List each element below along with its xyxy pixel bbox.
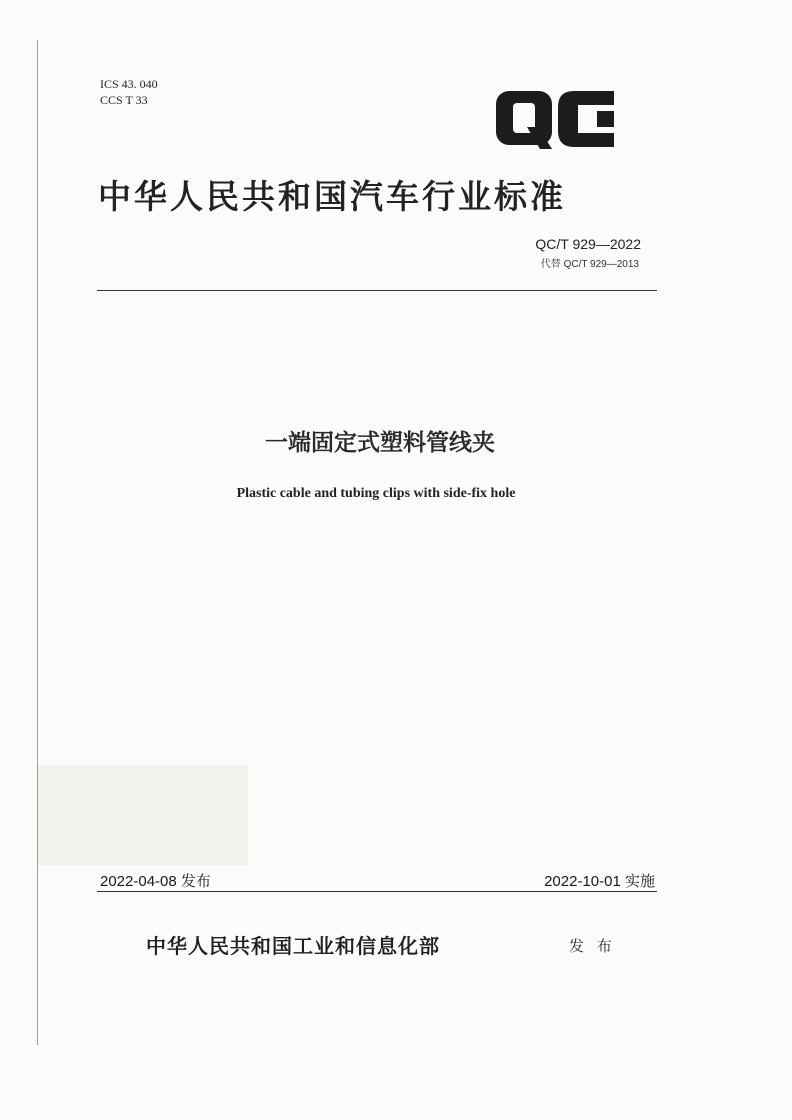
scan-artifact (38, 765, 248, 865)
issue-date: 2022-04-08 发布 (100, 873, 211, 890)
standard-number: QC/T 929—2022 (535, 236, 641, 252)
ics-code: ICS 43. 040 (100, 77, 158, 91)
binding-edge-line (37, 40, 38, 1045)
publisher-name: 中华人民共和国工业和信息化部 (146, 934, 440, 958)
implementation-date: 2022-10-01 实施 (544, 873, 655, 890)
document-title-chinese: 一端固定式塑料管线夹 (265, 430, 495, 456)
qc-logo (494, 89, 618, 151)
bottom-divider (97, 891, 657, 892)
replaced-standard: 代替 QC/T 929—2013 (540, 259, 639, 270)
ccs-code: CCS T 33 (100, 93, 148, 107)
document-title-english: Plastic cable and tubing clips with side-fix hole (236, 486, 516, 501)
top-divider (97, 290, 657, 291)
publish-label: 发 布 (569, 937, 616, 955)
classification-codes (100, 76, 158, 108)
standard-category: 中华人民共和国汽车行业标准 (98, 177, 566, 216)
